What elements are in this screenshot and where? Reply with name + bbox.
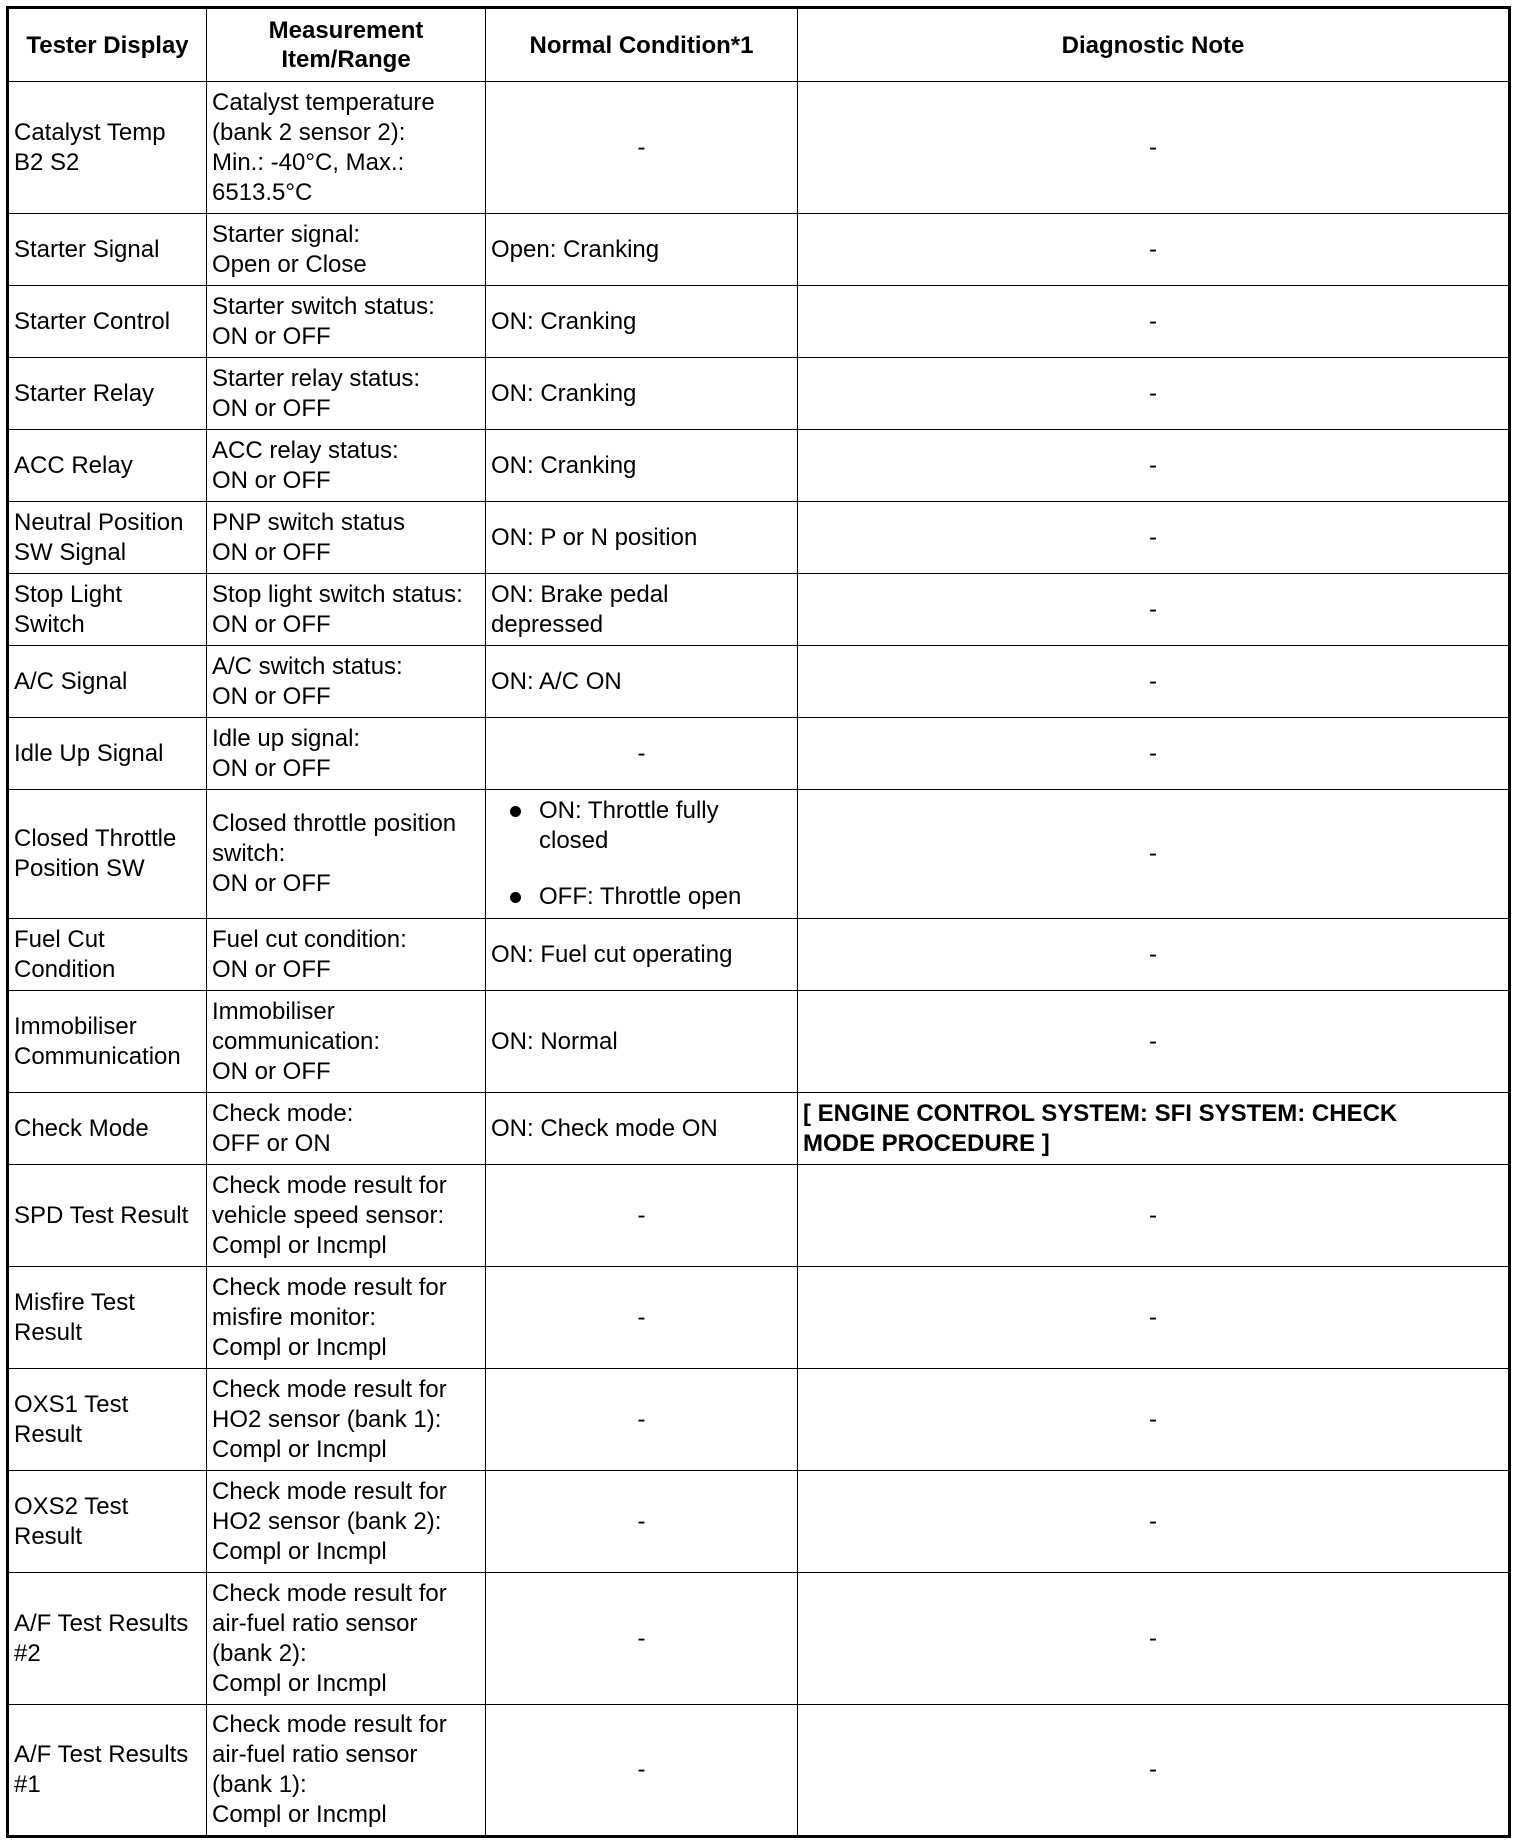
cell-tester-display-line: Idle Up Signal (14, 739, 164, 767)
cell-diagnostic-note-line: - (1149, 523, 1157, 551)
cell-tester-display (8, 1573, 207, 1705)
table-row (8, 574, 1510, 646)
cell-normal-condition-line: ON: Brake pedal (491, 580, 669, 608)
cell-measurement-item-line: OFF or ON (212, 1129, 331, 1157)
table-row (8, 1705, 1510, 1837)
cell-tester-display (8, 1093, 207, 1165)
cell-diagnostic-note-line: - (1149, 235, 1157, 263)
cell-measurement-item-line: Compl or Incmpl (212, 1231, 387, 1259)
cell-measurement-item (207, 1471, 486, 1573)
condition-bullet-text: closed (539, 827, 609, 854)
cell-tester-display-line: Communication (14, 1042, 181, 1070)
cell-measurement-item-line: misfire monitor: (212, 1303, 377, 1331)
cell-measurement-item (207, 502, 486, 574)
cell-tester-display-line: Immobiliser (14, 1012, 137, 1040)
cell-measurement-item (207, 82, 486, 214)
cell-measurement-item (207, 358, 486, 430)
cell-diagnostic-note (798, 1165, 1510, 1267)
cell-tester-display (8, 1369, 207, 1471)
table-body (8, 82, 1510, 1837)
header-normal-condition: Normal Condition*1 (486, 8, 798, 82)
cell-normal-condition (486, 1369, 798, 1471)
cell-tester-display-line: Catalyst Temp (14, 118, 166, 146)
cell-diagnostic-note (798, 1573, 1510, 1705)
cell-diagnostic-note (798, 1369, 1510, 1471)
cell-measurement-item (207, 214, 486, 286)
table-row (8, 1573, 1510, 1705)
cell-measurement-item (207, 790, 486, 919)
cell-normal-condition-line: ON: Cranking (491, 379, 637, 407)
cell-diagnostic-note (798, 358, 1510, 430)
cell-normal-condition (486, 718, 798, 790)
data-list-table-container (6, 6, 1508, 1838)
cell-tester-display (8, 1705, 207, 1837)
condition-bullet-text: OFF: Throttle open (539, 883, 742, 910)
cell-diagnostic-note-link-line: MODE PROCEDURE ] (803, 1129, 1050, 1157)
cell-tester-display-line: OXS1 Test (14, 1390, 129, 1418)
cell-diagnostic-note (798, 1471, 1510, 1573)
table-row (8, 1471, 1510, 1573)
cell-tester-display-line: A/F Test Results (14, 1609, 189, 1637)
cell-diagnostic-note (798, 919, 1510, 991)
cell-measurement-item-line: Check mode result for (212, 1273, 447, 1301)
cell-diagnostic-note-line: - (1149, 1303, 1157, 1331)
cell-normal-condition-line: depressed (491, 610, 604, 638)
cell-measurement-item-line: A/C switch status: (212, 652, 403, 680)
cell-diagnostic-note-link-line: [ ENGINE CONTROL SYSTEM: SFI SYSTEM: CHECK (803, 1099, 1398, 1127)
cell-tester-display (8, 358, 207, 430)
cell-normal-condition-line: - (637, 1303, 646, 1331)
cell-measurement-item-line: ON or OFF (212, 754, 331, 782)
cell-measurement-item-line: Compl or Incmpl (212, 1537, 387, 1565)
cell-diagnostic-note (798, 430, 1510, 502)
cell-measurement-item-line: Closed throttle position (212, 810, 457, 837)
cell-tester-display-line: Switch (14, 610, 85, 638)
cell-normal-condition-line: - (637, 739, 646, 767)
cell-normal-condition-line: ON: Check mode ON (491, 1114, 718, 1142)
cell-measurement-item (207, 646, 486, 718)
cell-measurement-item-line: Compl or Incmpl (212, 1801, 387, 1828)
cell-tester-display (8, 574, 207, 646)
table-row (8, 286, 1510, 358)
cell-diagnostic-note-line: - (1149, 940, 1157, 968)
table-row (8, 1165, 1510, 1267)
cell-measurement-item-line: ON or OFF (212, 955, 331, 983)
cell-measurement-item-line: Compl or Incmpl (212, 1435, 387, 1463)
cell-normal-condition-line: ON: A/C ON (491, 667, 622, 695)
cell-tester-display-line: Starter Relay (14, 379, 155, 407)
cell-normal-condition (486, 358, 798, 430)
cell-normal-condition (486, 574, 798, 646)
cell-normal-condition (486, 1165, 798, 1267)
header-diagnostic-note: Diagnostic Note (798, 8, 1510, 82)
condition-bullet-list (491, 796, 792, 912)
cell-measurement-item (207, 991, 486, 1093)
cell-measurement-item-line: air-fuel ratio sensor (212, 1609, 418, 1637)
cell-measurement-item-line: (bank 2): (212, 1639, 307, 1667)
cell-tester-display-line: Fuel Cut (14, 925, 105, 953)
table-row (8, 1093, 1510, 1165)
cell-diagnostic-note-line: - (1149, 840, 1157, 867)
cell-diagnostic-note-line: - (1149, 667, 1157, 695)
cell-normal-condition-line: - (637, 133, 646, 161)
cell-normal-condition-line: ON: Cranking (491, 451, 637, 479)
condition-bullet-item (513, 796, 792, 856)
cell-measurement-item-line: Immobiliser (212, 997, 335, 1025)
table-row (8, 1267, 1510, 1369)
cell-tester-display-line: #2 (14, 1639, 41, 1667)
cell-diagnostic-note (798, 574, 1510, 646)
cell-tester-display (8, 991, 207, 1093)
cell-diagnostic-note-line: - (1149, 1027, 1157, 1055)
cell-diagnostic-note (798, 646, 1510, 718)
table-row (8, 991, 1510, 1093)
table-row (8, 718, 1510, 790)
cell-measurement-item-line: Compl or Incmpl (212, 1333, 387, 1361)
cell-tester-display-line: B2 S2 (14, 148, 80, 176)
cell-measurement-item-line: Check mode result for (212, 1375, 447, 1403)
cell-normal-condition (486, 82, 798, 214)
cell-tester-display-line: ACC Relay (14, 451, 133, 479)
cell-diagnostic-note-line: - (1149, 307, 1157, 335)
cell-tester-display-line: A/F Test Results (14, 1741, 189, 1768)
cell-diagnostic-note-link[interactable] (798, 1093, 1510, 1165)
cell-diagnostic-note-line: - (1149, 133, 1157, 161)
cell-diagnostic-note-line: - (1149, 1405, 1157, 1433)
cell-tester-display-line: Position SW (14, 855, 145, 882)
cell-normal-condition (486, 790, 798, 919)
cell-diagnostic-note-line: - (1149, 379, 1157, 407)
cell-normal-condition (486, 1705, 798, 1837)
cell-normal-condition (486, 646, 798, 718)
cell-tester-display-line: OXS2 Test (14, 1492, 129, 1520)
table-row (8, 214, 1510, 286)
cell-normal-condition (486, 286, 798, 358)
cell-measurement-item (207, 286, 486, 358)
cell-tester-display (8, 646, 207, 718)
cell-measurement-item-line: 6513.5°C (212, 178, 313, 206)
cell-tester-display-line: Starter Signal (14, 235, 160, 263)
cell-normal-condition-line: Open: Cranking (491, 235, 660, 263)
cell-measurement-item-line: ON or OFF (212, 1057, 331, 1085)
cell-diagnostic-note-line: - (1149, 595, 1157, 623)
cell-diagnostic-note (798, 1267, 1510, 1369)
table-header-row (8, 8, 1510, 82)
cell-tester-display-line: Closed Throttle (14, 825, 177, 852)
cell-measurement-item-line: Check mode result for (212, 1477, 447, 1505)
table-row (8, 430, 1510, 502)
cell-tester-display (8, 718, 207, 790)
cell-normal-condition (486, 214, 798, 286)
cell-measurement-item (207, 919, 486, 991)
cell-measurement-item-line: ON or OFF (212, 394, 331, 422)
condition-bullet-text: ON: Throttle fully (539, 797, 719, 824)
cell-diagnostic-note-line: - (1149, 1624, 1157, 1652)
cell-measurement-item-line: Check mode result for (212, 1711, 447, 1738)
cell-tester-display (8, 919, 207, 991)
cell-diagnostic-note (798, 502, 1510, 574)
cell-tester-display (8, 430, 207, 502)
cell-measurement-item-line: Fuel cut condition: (212, 925, 407, 953)
cell-diagnostic-note-line: - (1149, 739, 1157, 767)
cell-measurement-item (207, 1165, 486, 1267)
data-list-table (6, 6, 1511, 1838)
cell-measurement-item-line: ON or OFF (212, 610, 331, 638)
cell-measurement-item-line: Starter signal: (212, 220, 361, 248)
cell-measurement-item-line: communication: (212, 1027, 381, 1055)
cell-measurement-item-line: Min.: -40°C, Max.: (212, 148, 405, 176)
cell-normal-condition (486, 1471, 798, 1573)
cell-tester-display (8, 82, 207, 214)
cell-measurement-item (207, 1267, 486, 1369)
cell-measurement-item-line: Check mode: (212, 1099, 354, 1127)
cell-normal-condition (486, 991, 798, 1093)
cell-normal-condition (486, 1573, 798, 1705)
cell-measurement-item-line: ON or OFF (212, 538, 331, 566)
cell-tester-display (8, 214, 207, 286)
cell-diagnostic-note-line: - (1149, 451, 1157, 479)
cell-measurement-item-line: ON or OFF (212, 870, 331, 897)
table-row (8, 82, 1510, 214)
cell-measurement-item-line: Check mode result for (212, 1171, 447, 1199)
cell-normal-condition-line: - (637, 1405, 646, 1433)
table-row (8, 919, 1510, 991)
table-row (8, 790, 1510, 919)
cell-normal-condition-line: - (637, 1507, 646, 1535)
cell-normal-condition (486, 1267, 798, 1369)
cell-measurement-item-line: Catalyst temperature (212, 88, 435, 116)
cell-tester-display-line: Stop Light (14, 580, 123, 608)
table-row (8, 646, 1510, 718)
cell-tester-display (8, 790, 207, 919)
cell-normal-condition (486, 430, 798, 502)
cell-normal-condition-line: - (637, 1201, 646, 1229)
table-row (8, 358, 1510, 430)
cell-tester-display (8, 1165, 207, 1267)
cell-tester-display-line: SW Signal (14, 538, 127, 566)
cell-diagnostic-note-line: - (1149, 1756, 1157, 1783)
cell-diagnostic-note-line: - (1149, 1507, 1157, 1535)
cell-normal-condition-line: ON: Cranking (491, 307, 637, 335)
cell-tester-display (8, 1471, 207, 1573)
cell-measurement-item (207, 430, 486, 502)
cell-measurement-item-line: Idle up signal: (212, 724, 361, 752)
cell-diagnostic-note-line: - (1149, 1201, 1157, 1229)
cell-normal-condition (486, 919, 798, 991)
cell-measurement-item-line: HO2 sensor (bank 1): (212, 1405, 442, 1433)
cell-measurement-item-line: vehicle speed sensor: (212, 1201, 445, 1229)
cell-tester-display-line: Condition (14, 955, 116, 983)
header-tester-display: Tester Display (8, 8, 207, 82)
cell-measurement-item-line: ACC relay status: (212, 436, 399, 464)
cell-measurement-item-line: Starter relay status: (212, 364, 421, 392)
cell-tester-display-line: Result (14, 1318, 83, 1346)
table-row (8, 1369, 1510, 1471)
cell-tester-display (8, 1267, 207, 1369)
cell-measurement-item (207, 1573, 486, 1705)
cell-measurement-item (207, 1705, 486, 1837)
cell-diagnostic-note (798, 718, 1510, 790)
cell-tester-display-line: Starter Control (14, 307, 171, 335)
cell-tester-display-line: Result (14, 1522, 83, 1550)
cell-tester-display-line: SPD Test Result (14, 1201, 189, 1229)
cell-diagnostic-note (798, 1705, 1510, 1837)
cell-measurement-item-line: Stop light switch status: (212, 580, 463, 608)
cell-measurement-item-line: switch: (212, 840, 286, 867)
cell-measurement-item-line: (bank 2 sensor 2): (212, 118, 406, 146)
cell-tester-display-line: Misfire Test (14, 1288, 135, 1316)
cell-measurement-item-line: ON or OFF (212, 466, 331, 494)
cell-normal-condition-line: - (637, 1624, 646, 1652)
cell-measurement-item-line: ON or OFF (212, 682, 331, 710)
cell-normal-condition-line: ON: Normal (491, 1027, 618, 1055)
cell-normal-condition-line: - (637, 1756, 646, 1783)
cell-diagnostic-note (798, 82, 1510, 214)
cell-measurement-item (207, 574, 486, 646)
condition-bullet-item (513, 882, 792, 912)
table-row (8, 502, 1510, 574)
cell-measurement-item-line: air-fuel ratio sensor (212, 1741, 418, 1768)
cell-diagnostic-note (798, 214, 1510, 286)
cell-tester-display-line: #1 (14, 1771, 41, 1798)
cell-tester-display (8, 502, 207, 574)
cell-normal-condition-line: ON: Fuel cut operating (491, 940, 733, 968)
cell-diagnostic-note (798, 991, 1510, 1093)
cell-measurement-item-line: Check mode result for (212, 1579, 447, 1607)
cell-diagnostic-note (798, 286, 1510, 358)
cell-normal-condition (486, 1093, 798, 1165)
cell-measurement-item (207, 1093, 486, 1165)
cell-diagnostic-note (798, 790, 1510, 919)
cell-tester-display-line: Neutral Position (14, 508, 184, 536)
cell-normal-condition-line: ON: P or N position (491, 523, 698, 551)
cell-tester-display-line: Result (14, 1420, 83, 1448)
cell-measurement-item-line: ON or OFF (212, 322, 331, 350)
cell-measurement-item-line: (bank 1): (212, 1771, 307, 1798)
cell-tester-display-line: A/C Signal (14, 667, 128, 695)
cell-measurement-item (207, 1369, 486, 1471)
cell-measurement-item-line: Starter switch status: (212, 292, 435, 320)
cell-measurement-item-line: PNP switch status (212, 508, 405, 536)
cell-normal-condition (486, 502, 798, 574)
cell-measurement-item (207, 718, 486, 790)
cell-tester-display-line: Check Mode (14, 1114, 149, 1142)
cell-tester-display (8, 286, 207, 358)
header-measurement-item: Measurement Item/Range (207, 8, 486, 82)
cell-measurement-item-line: HO2 sensor (bank 2): (212, 1507, 442, 1535)
cell-measurement-item-line: Open or Close (212, 250, 367, 278)
cell-measurement-item-line: Compl or Incmpl (212, 1669, 387, 1697)
